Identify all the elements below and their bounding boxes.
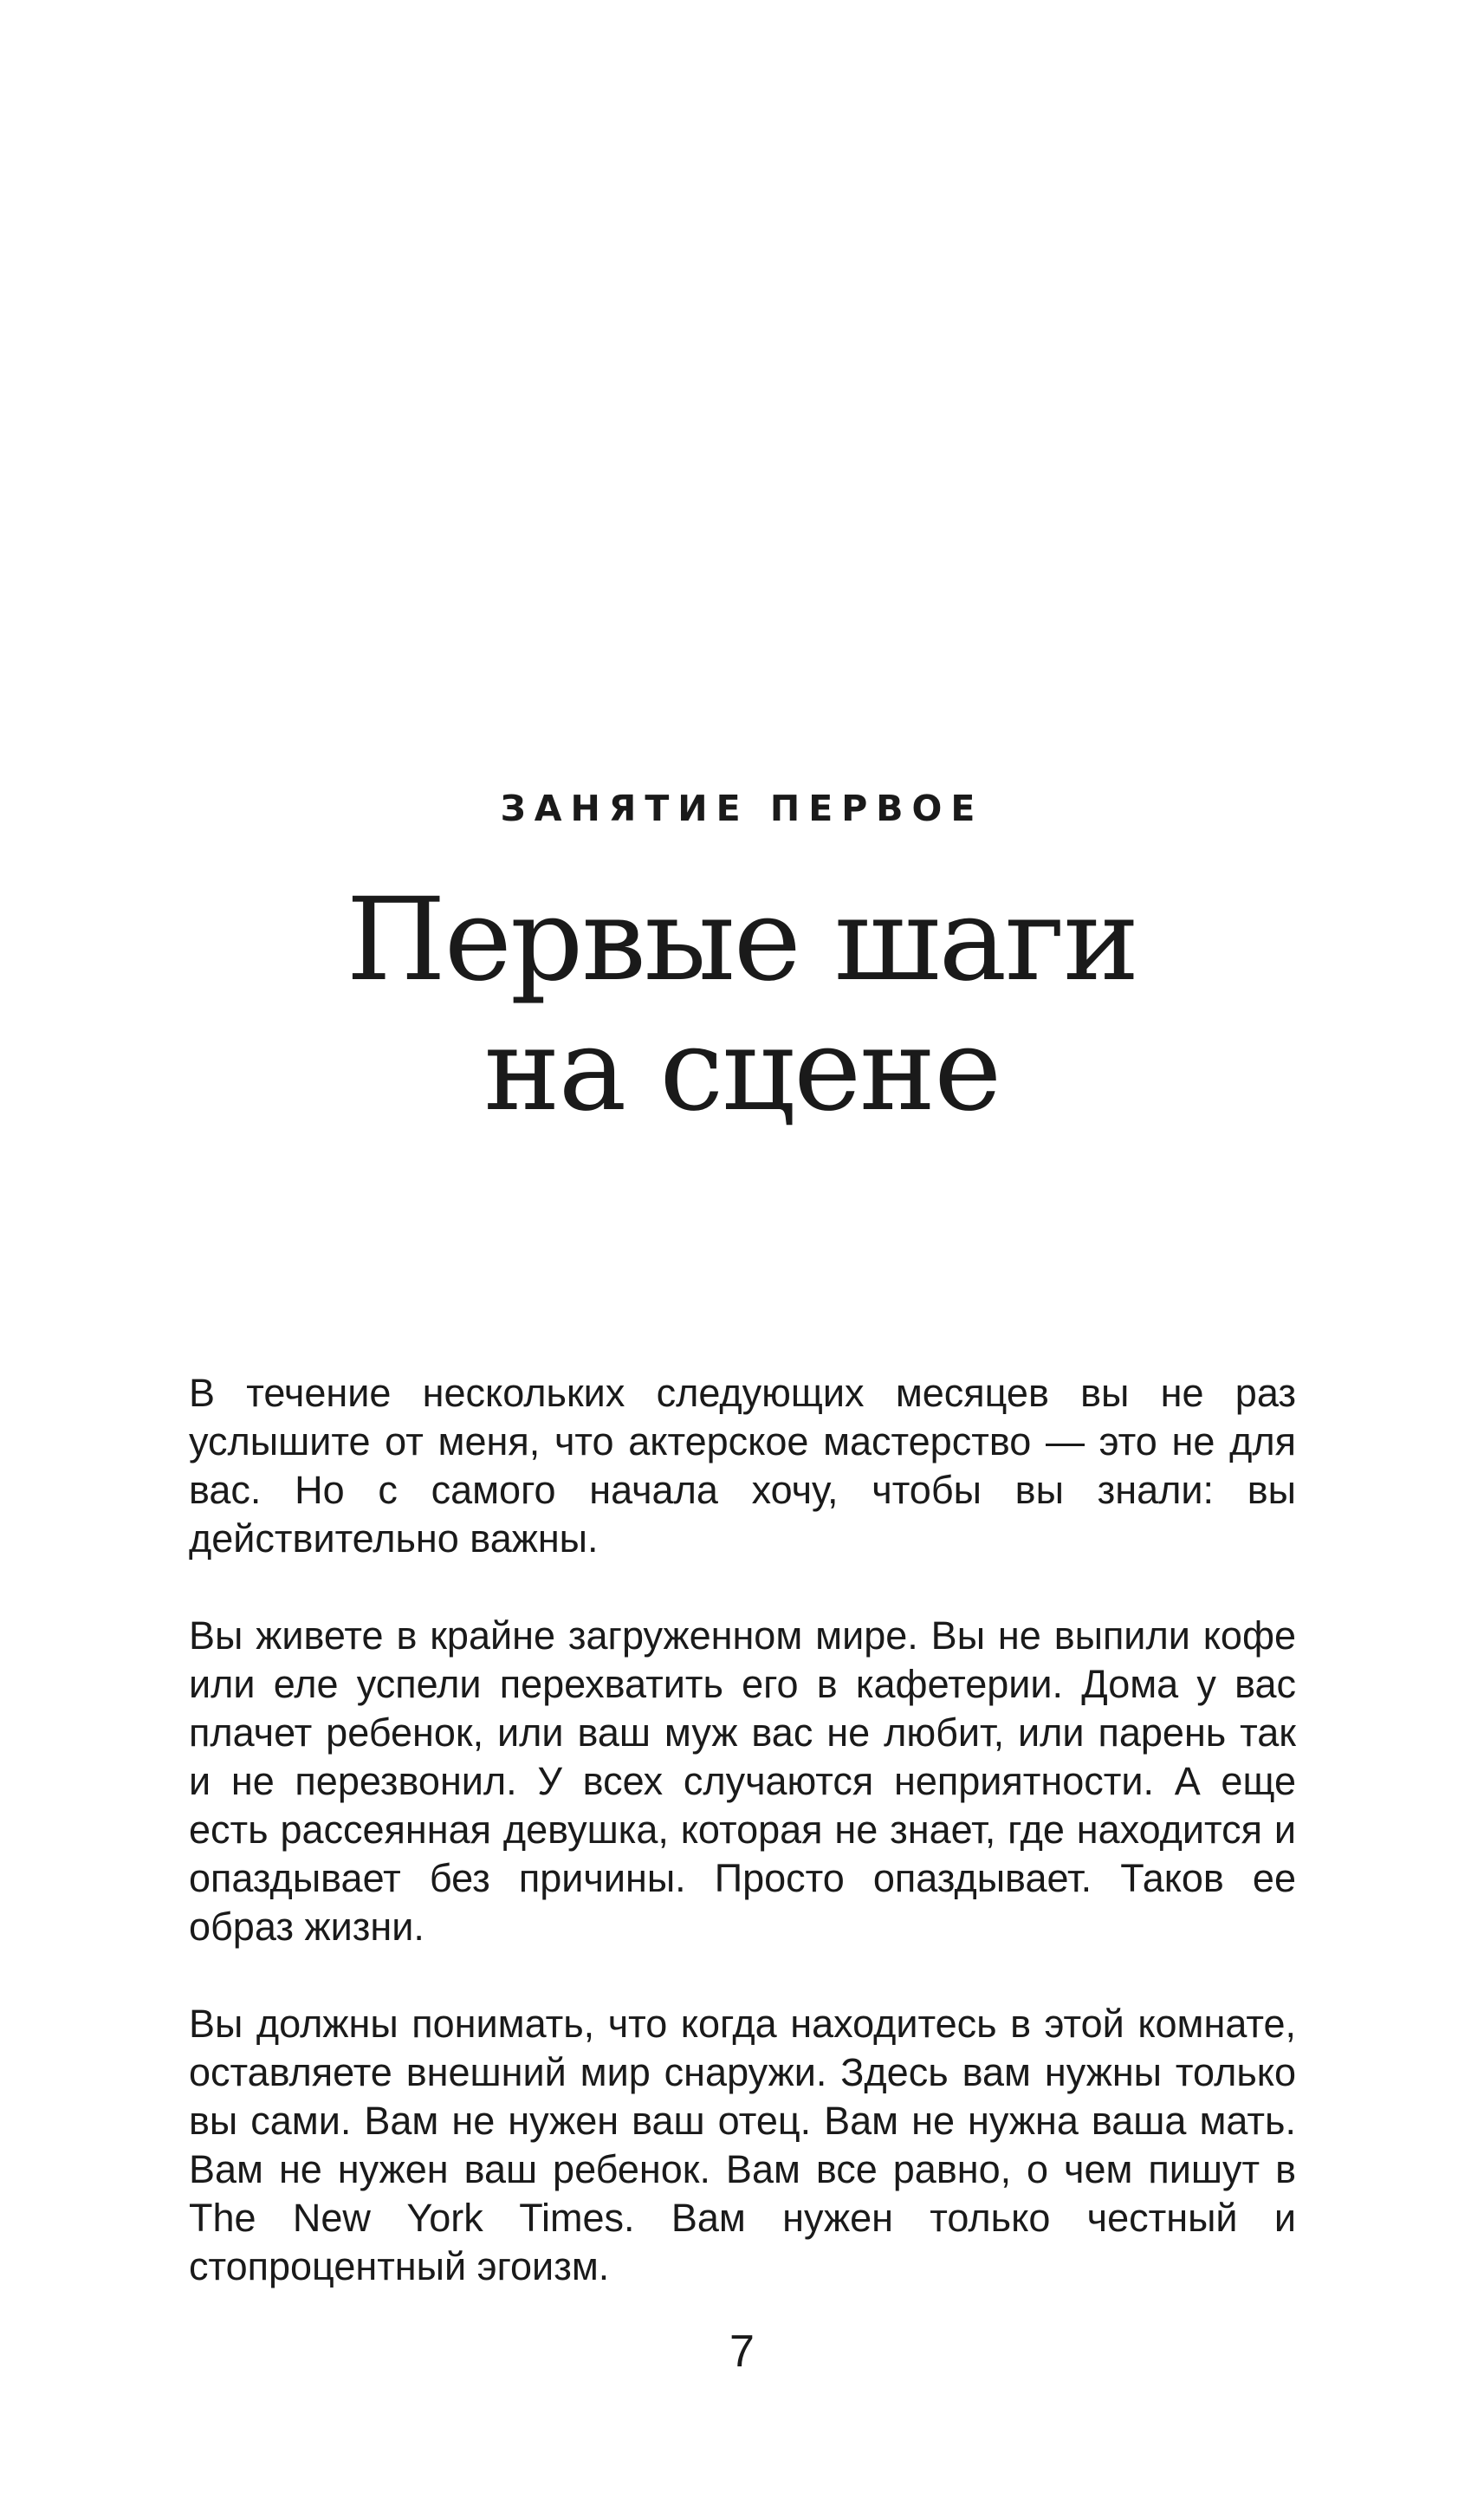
- chapter-title: [0, 875, 1484, 1135]
- chapter-label: ЗАНЯТИЕ ПЕРВОЕ: [500, 788, 984, 829]
- body-text: [189, 1369, 1296, 2291]
- chapter-title-line-2: на сцене: [483, 1003, 1001, 1137]
- paragraph: Вы живете в крайне загруженном мире. Вы не выпили кофе или еле успели перехватить его в кафетерии. Дома у вас плачет ребенок, или ваш муж вас не любит, или парень так и не перезвонил. У всех случаются неприятности. А еще есть рассеянная девушка, которая не знает, где находится и опаздывает без причины. Просто опаздывает. Таков ее образ жизни.: [189, 1613, 1296, 1949]
- chapter-title-line-1: Первые шаги: [346, 873, 1138, 1007]
- paragraph: Вы должны понимать, что когда находитесь в этой комнате, оставляете внешний мир снаружи. Здесь вам нужны только вы сами. Вам не нужен ваш отец. Вам не нужна ваша мать. Вам не нужен ваш ребенок. Вам все равно, о чем пишут в The New York Times. Вам нужен только честный и стопроцентный эгоизм.: [189, 2002, 1296, 2288]
- paragraph: В течение нескольких следующих месяцев вы не раз услышите от меня, что актерское мастерство — это не для вас. Но с самого начала хочу, чтобы вы знали: вы действительно важны.: [189, 1371, 1296, 1561]
- page-number: 7: [729, 2327, 755, 2377]
